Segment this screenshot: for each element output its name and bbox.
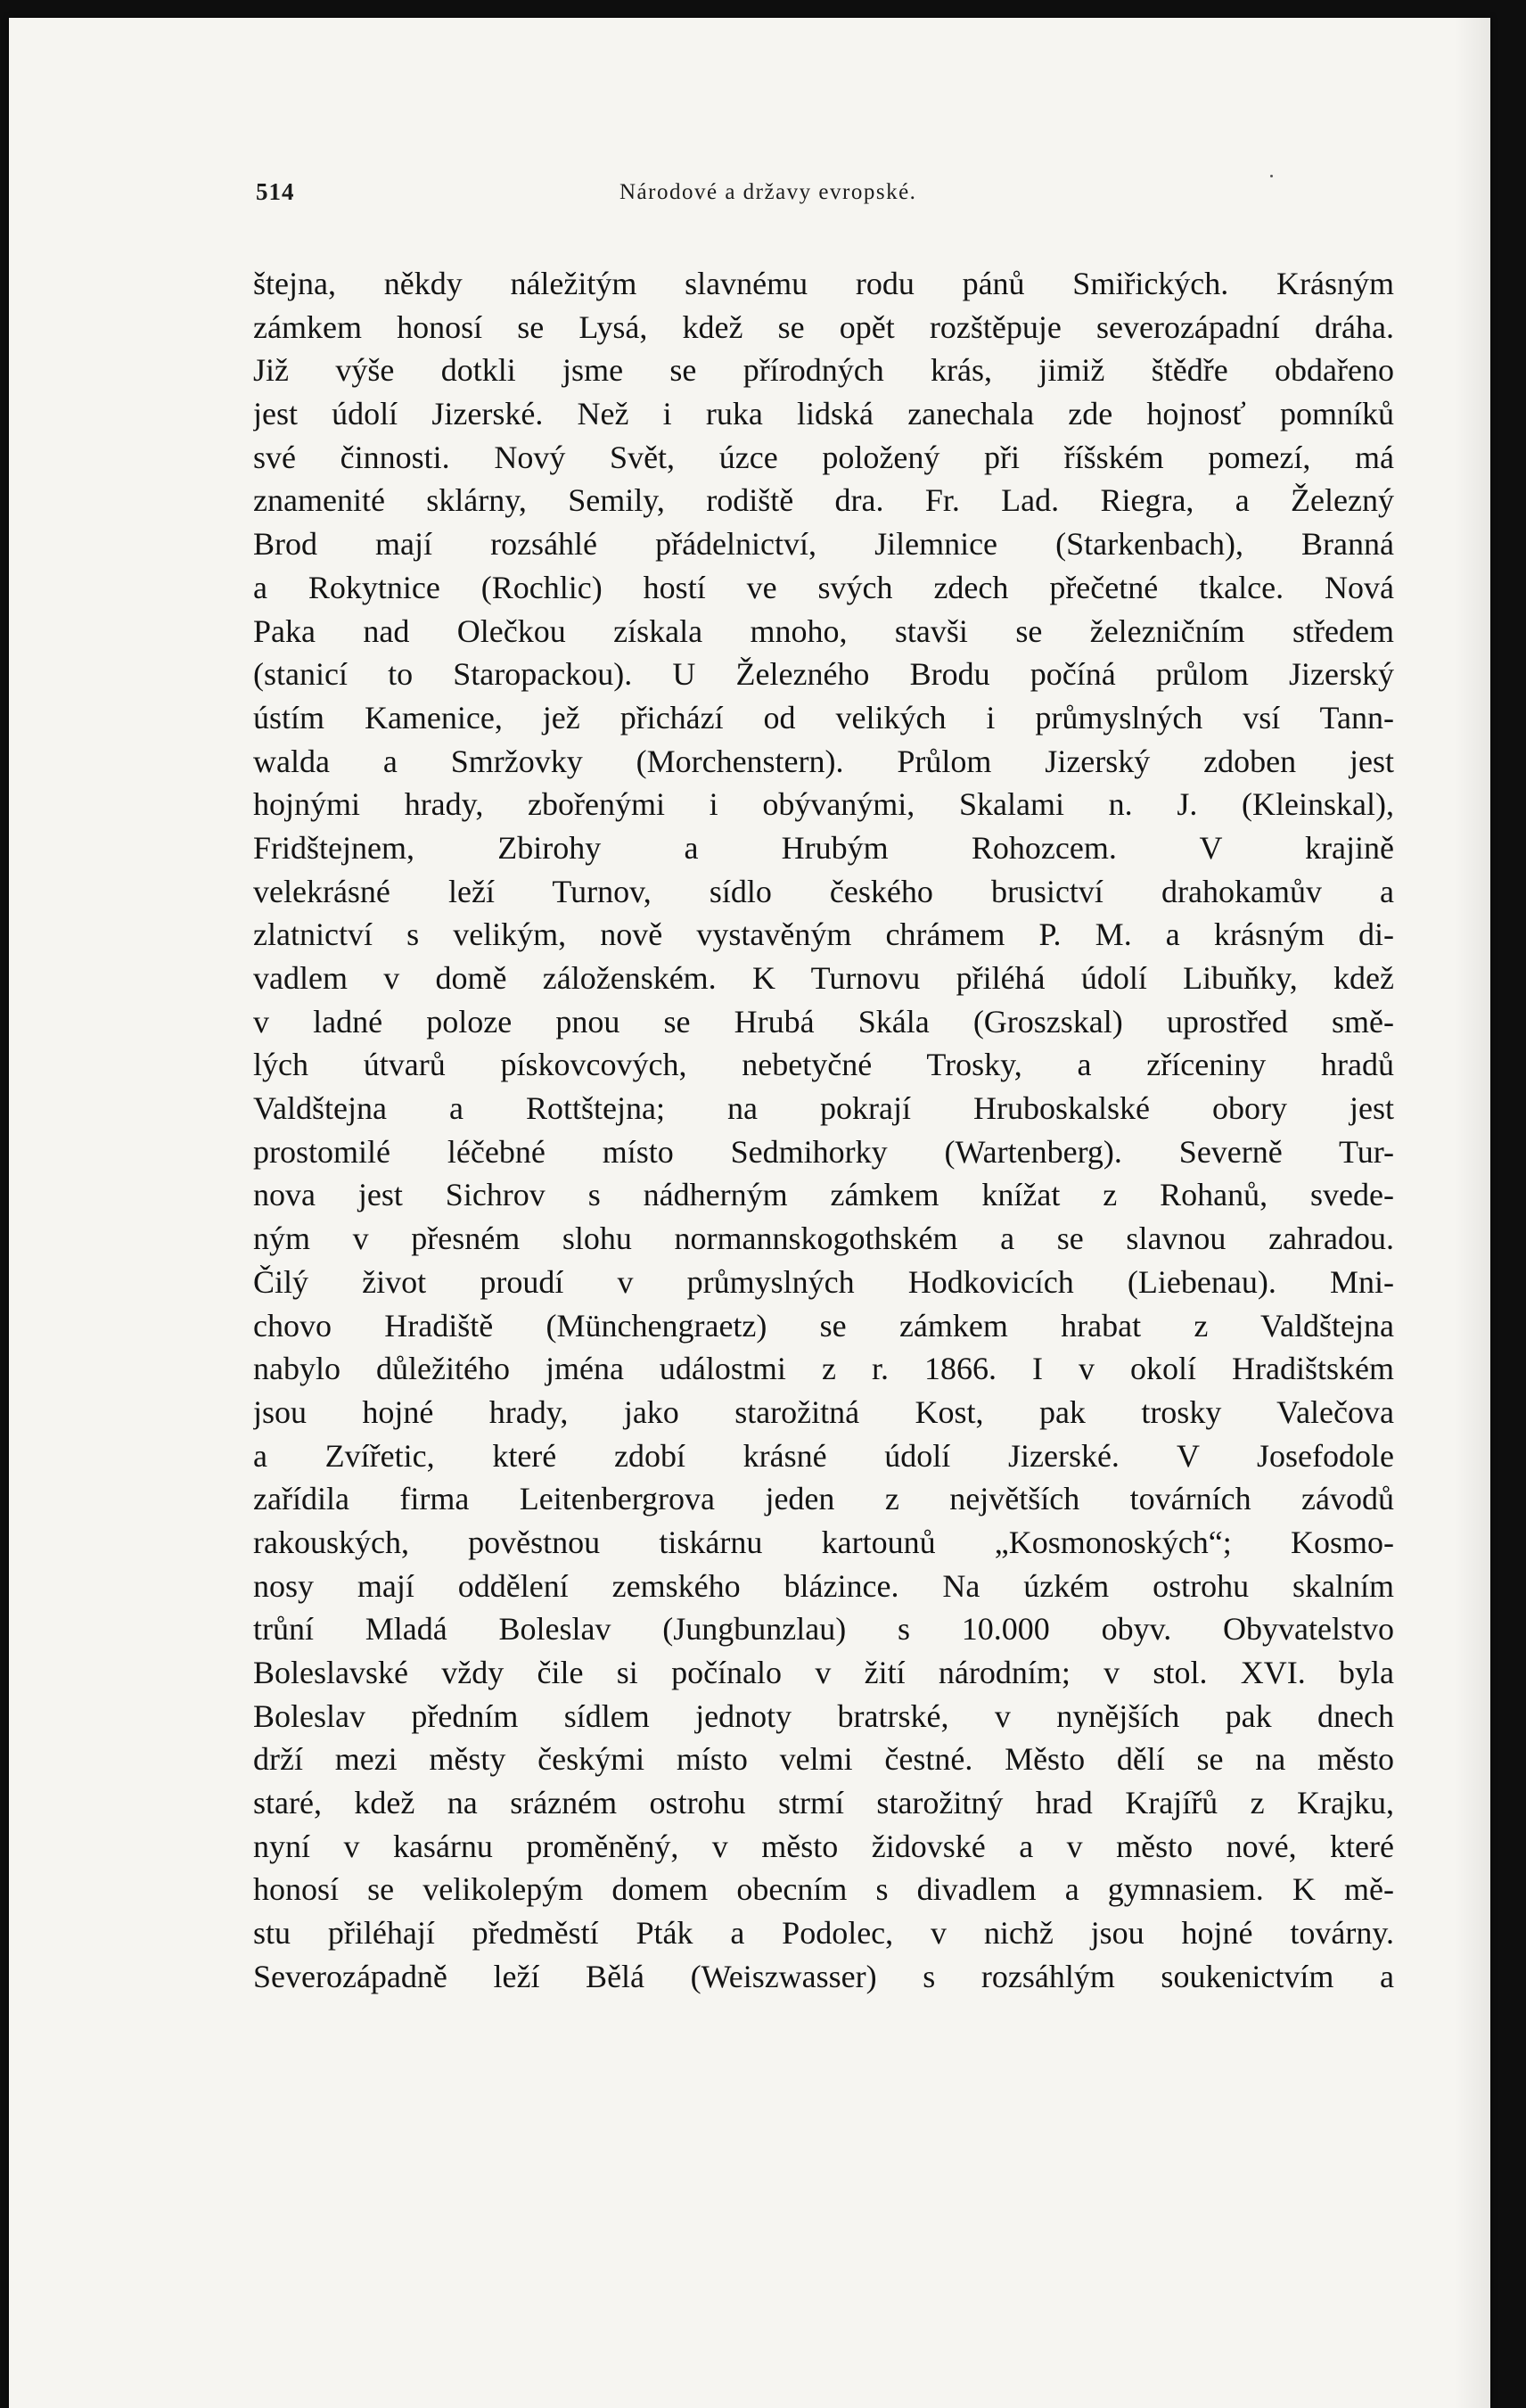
text-line: Severozápadně leží Bělá (Weiszwasser) s rozsáhlým soukenictvím a	[253, 1958, 1394, 1994]
text-line: velekrásné leží Turnov, sídlo českého brusictví drahokamův a	[253, 873, 1394, 909]
text-line: chovo Hradiště (Münchengraetz) se zámkem hrabat z Valdštejna	[253, 1307, 1394, 1344]
text-line: štejna, někdy náležitým slavnému rodu pánů Smiřických. Krásným	[253, 266, 1394, 301]
text-line: Fridštejnem, Zbirohy a Hrubým Rohozcem. V krajině	[253, 829, 1394, 866]
text-line: zlatnictví s velikým, nově vystavěným chrámem P. M. a krásným di-	[253, 916, 1394, 953]
text-line: jest údolí Jizerské. Než i ruka lidská zanechala zde hojnosť pomníků	[253, 396, 1394, 432]
text-line: jsou hojné hrady, jako starožitná Kost, pak trosky Valečova	[253, 1393, 1394, 1430]
text-line: Čilý život proudí v průmyslných Hodkovicích (Liebenau). Mni-	[253, 1263, 1394, 1300]
text-line: a Rokytnice (Rochlic) hostí ve svých zdech přečetné tkalce. Nová	[253, 569, 1394, 605]
text-line: své činnosti. Nový Svět, úzce položený při říšském pomezí, má	[253, 439, 1394, 475]
text-line: zařídila firma Leitenbergrova jeden z největších továrních závodů	[253, 1481, 1394, 1517]
text-line: znamenité sklárny, Semily, rodiště dra. Fr. Lad. Riegra, a Železný	[253, 482, 1394, 519]
text-line: hojnými hrady, zbořenými i obývanými, Skalami n. J. (Kleinskal),	[253, 786, 1394, 823]
text-line: Valdštejna a Rottštejna; na pokrají Hruboskalské obory jest	[253, 1090, 1394, 1127]
text-line: trůní Mladá Boleslav (Jungbunzlau) s 10.000 obyv. Obyvatelstvo	[253, 1611, 1394, 1648]
text-line: nyní v kasárnu proměněný, v město židovské a v město nové, které	[253, 1828, 1394, 1864]
text-line: walda a Smržovky (Morchenstern). Průlom Jizerský zdoben jest	[253, 743, 1394, 779]
page-number: 514	[256, 178, 295, 205]
text-line: Již výše dotkli jsme se přírodných krás, jimiž štědře obdařeno	[253, 352, 1394, 389]
text-line: a Zvířetic, které zdobí krásné údolí Jizerské. V Josefodole	[253, 1437, 1394, 1474]
text-line: rakouských, pověstnou tiskárnu kartounů „Kosmonoských“; Kosmo-	[253, 1524, 1394, 1560]
text-line: (stanicí to Staropackou). U Železného Brodu počíná průlom Jizerský	[253, 656, 1394, 693]
text-line: Paka nad Olečkou získala mnoho, stavši se železničním středem	[253, 612, 1394, 649]
text-line: ústím Kamenice, jež přichází od velikých i průmyslných vsí Tann-	[253, 699, 1394, 736]
text-line: Boleslavské vždy čile si počínalo v žití národním; v stol. XVI. byla	[253, 1655, 1394, 1690]
text-line: Brod mají rozsáhlé přádelnictví, Jilemnice (Starkenbach), Branná	[253, 526, 1394, 563]
text-line: v ladné poloze pnou se Hrubá Skála (Groszskal) uprostřed smě-	[253, 1003, 1394, 1040]
text-line: zámkem honosí se Lysá, kdež se opět rozštěpuje severozápadní dráha.	[253, 308, 1394, 345]
text-line: staré, kdež na srázném ostrohu strmí starožitný hrad Krajířů z Krajku,	[253, 1785, 1394, 1821]
page-edge-shadow	[1455, 18, 1490, 2408]
text-line: Boleslav předním sídlem jednoty bratrské, v nynějších pak dnech	[253, 1697, 1394, 1734]
running-header	[245, 178, 1404, 214]
text-line: ným v přesném slohu normannskogothském a se slavnou zahradou.	[253, 1220, 1394, 1257]
text-line: vadlem v domě záloženském. K Turnovu přiléhá údolí Libuňky, kdež	[253, 960, 1394, 996]
text-line: prostomilé léčebné místo Sedmihorky (Wartenberg). Severně Tur-	[253, 1133, 1394, 1170]
scan-speck	[1270, 175, 1273, 177]
text-line: nova jest Sichrov s nádherným zámkem knížat z Rohanů, svede-	[253, 1177, 1394, 1213]
text-line: stu přiléhají předměstí Pták a Podolec, v nichž jsou hojné továrny.	[253, 1915, 1394, 1952]
body-text	[253, 262, 1394, 1999]
text-line: honosí se velikolepým domem obecním s divadlem a gymnasiem. K mě-	[253, 1871, 1394, 1908]
text-line: nabylo důležitého jména událostmi z r. 1866. I v okolí Hradištském	[253, 1351, 1394, 1387]
text-line: nosy mají oddělení zemského blázince. Na úzkém ostrohu skalním	[253, 1567, 1394, 1604]
running-title: Národové a državy evropské.	[619, 180, 917, 204]
text-line: drží mezi městy českými místo velmi čestné. Město dělí se na město	[253, 1741, 1394, 1778]
text-line: lých útvarů pískovcových, nebetyčné Trosky, a zříceniny hradů	[253, 1047, 1394, 1083]
